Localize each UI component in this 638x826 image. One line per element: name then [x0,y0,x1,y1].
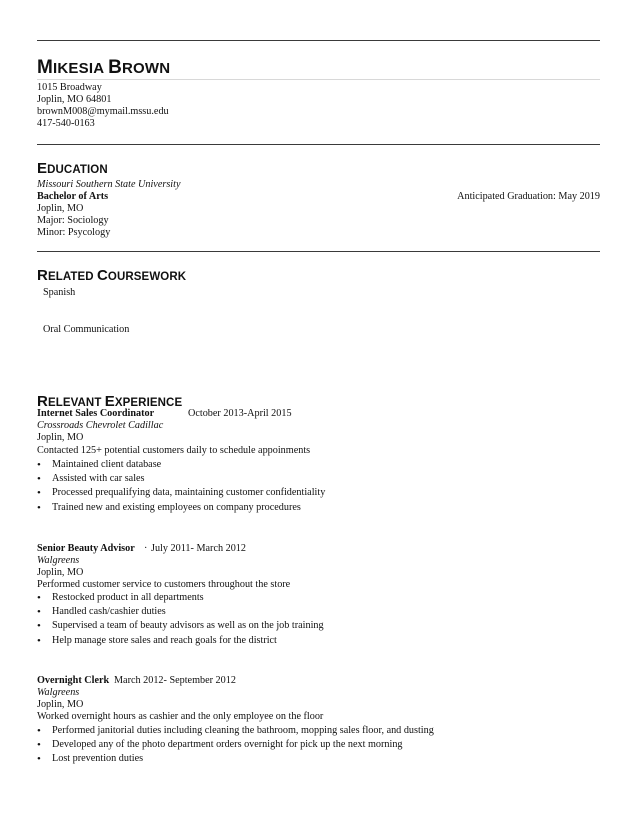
job-location: Joplin, MO [37,699,84,710]
major: Major: Sociology [37,215,109,226]
city-line: Joplin, MO 64801 [37,94,112,105]
job-employer: Crossroads Chevrolet Cadillac [37,420,164,431]
top-divider [37,40,600,41]
coursework-heading: RELATED COURSEWORK [37,267,187,284]
job-title: Overnight Clerk [37,675,110,686]
education-divider [37,144,600,145]
graduation-date: Anticipated Graduation: May 2019 [457,191,600,202]
bullet-icon: • [37,753,41,765]
job-title: Senior Beauty Advisor [37,543,135,554]
education-heading: EDUCATION [37,160,108,177]
job-employer: Walgreens [37,555,80,566]
job-summary: Performed customer service to customers throughout the store [37,579,291,590]
name-underline [37,79,600,80]
bullet-icon: • [37,459,41,471]
resume-page: MIKESIA BROWN 1015 Broadway Joplin, MO 64801 brownM008@mymail.mssu.edu 417-540-0163 EDUCATION Missouri Southern State University Bachelor of Arts Anticipated Graduation: May 2019 Joplin, MO Major: Sociology Minor: Psycology RELATED COURSEWORK Spanish Oral Communication RELEVANT EXPERIENCE Internet Sales Coordinator October 2013-April 2015 Crossroads Chevrolet Cadillac Joplin, MO Contacted 125+ potential customers daily to schedule appoinments • Maintained client database • Assisted with car sales • Processed prequalifying data, maintaining customer confidentiality • Trained new and existing employees on company procedures Senior Beauty Advisor · July 2011- March 2012 Walgreens Joplin, MO Performed customer service to customers throughout the store • Restocked product in all departments • Handled cash/cashier duties • Supervised a team of beauty advisors as well as on the job training • Help manage store sales and reach goals for the district Overnight Clerk March 2012- September 2012 Walgreens Joplin, MO Worked overnight hours as cashier and the only employee on the floor • Performed janitorial duties including cleaning the bathroom, mopping sales floor, and dusting • Developed any of the photo department orders overnight for pick up the next morning • Lost prevention duties [0,0,638,826]
job-dates: October 2013-April 2015 [188,408,292,419]
bullet-icon: • [37,473,41,485]
job-employer: Walgreens [37,687,80,698]
job-summary: Contacted 125+ potential customers daily to schedule appoinments [37,445,311,456]
bullet-icon: • [37,620,41,632]
bullet-icon: • [37,592,41,604]
applicant-name: MIKESIA BROWN [37,57,171,78]
address-line: 1015 Broadway [37,82,102,93]
email-line: brownM008@mymail.mssu.edu [37,106,169,117]
job-summary: Worked overnight hours as cashier and the only employee on the floor [37,711,324,722]
bullet-icon: • [37,725,41,737]
education-location: Joplin, MO [37,203,84,214]
bullet-icon: • [37,487,41,499]
course-item: Oral Communication [43,324,130,335]
coursework-divider [37,251,600,252]
job-location: Joplin, MO [37,432,84,443]
job-location: Joplin, MO [37,567,84,578]
course-item: Spanish [43,287,76,298]
experience-heading: RELEVANT EXPERIENCE [37,393,183,410]
job-title: Internet Sales Coordinator [37,408,155,419]
phone-line: 417-540-0163 [37,118,95,129]
bullet-icon: • [37,739,41,751]
school-name: Missouri Southern State University [37,179,181,190]
bullet-icon: • [37,606,41,618]
job-dates: March 2012- September 2012 [114,675,236,686]
degree: Bachelor of Arts [37,191,109,202]
job-dates: July 2011- March 2012 [151,543,246,554]
bullet-icon: • [37,502,41,514]
minor: Minor: Psycology [37,227,111,238]
bullet-icon: • [37,635,41,647]
job-separator: · [144,543,148,554]
